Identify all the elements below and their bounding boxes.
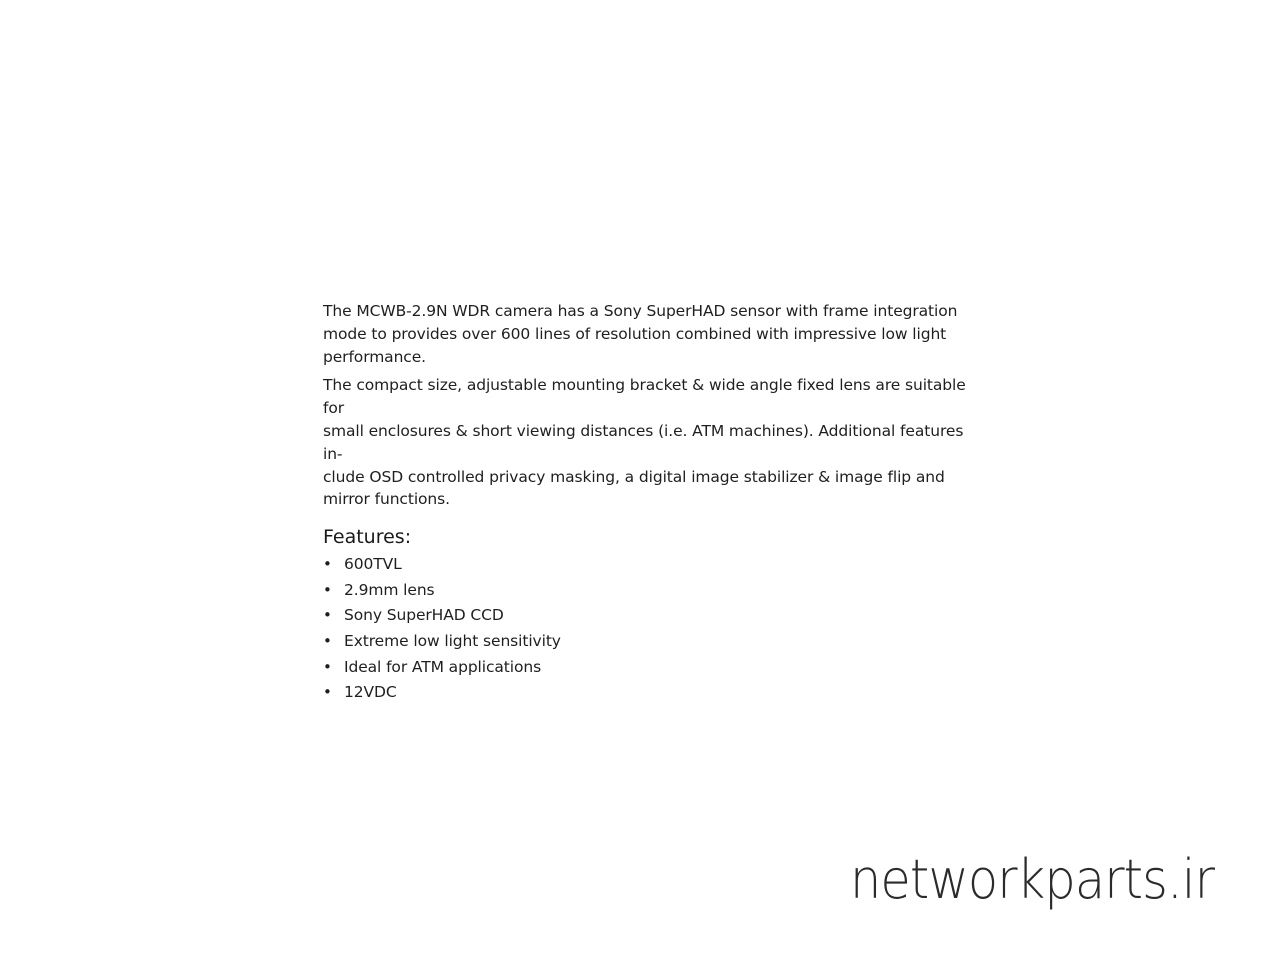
feature-item [323,680,973,706]
bullet-icon: • [323,606,332,625]
product-description [323,300,973,706]
bullet-icon: • [323,631,332,650]
feature-item [323,552,973,578]
description-paragraph-features: The compact size, adjustable mounting bracket & wide angle fixed lens are suitable for small enclosures & short viewing distances (i.e. ATM machines). Additional features in- clude OSD controlled privacy masking, a digital image stabilizer & image flip and mirror functions. [323,376,966,509]
feature-label: 600TVL [344,555,402,574]
features-heading: Features: [323,526,412,549]
bullet-icon: • [323,580,332,599]
bullet-icon: • [323,555,332,574]
feature-label: Sony SuperHAD CCD [344,606,504,625]
bullet-icon: • [323,683,332,702]
description-paragraph-intro: The MCWB-2.9N WDR camera has a Sony SuperHAD sensor with frame integration mode to provides over 600 lines of resolution combined with impressive low light performance. [323,302,958,366]
feature-item [323,655,973,681]
feature-label: Ideal for ATM applications [344,657,542,676]
feature-label: Extreme low light sensitivity [344,631,561,650]
watermark-logo [850,848,1222,916]
feature-label: 12VDC [344,683,397,702]
features-list [323,552,973,706]
bullet-icon: • [323,657,332,676]
watermark-logo-graphic [850,848,1222,916]
feature-label: 2.9mm lens [344,580,435,599]
feature-item [323,578,973,604]
watermark-text: networkparts.ir [850,848,1216,911]
feature-item [323,603,973,629]
feature-item [323,629,973,655]
